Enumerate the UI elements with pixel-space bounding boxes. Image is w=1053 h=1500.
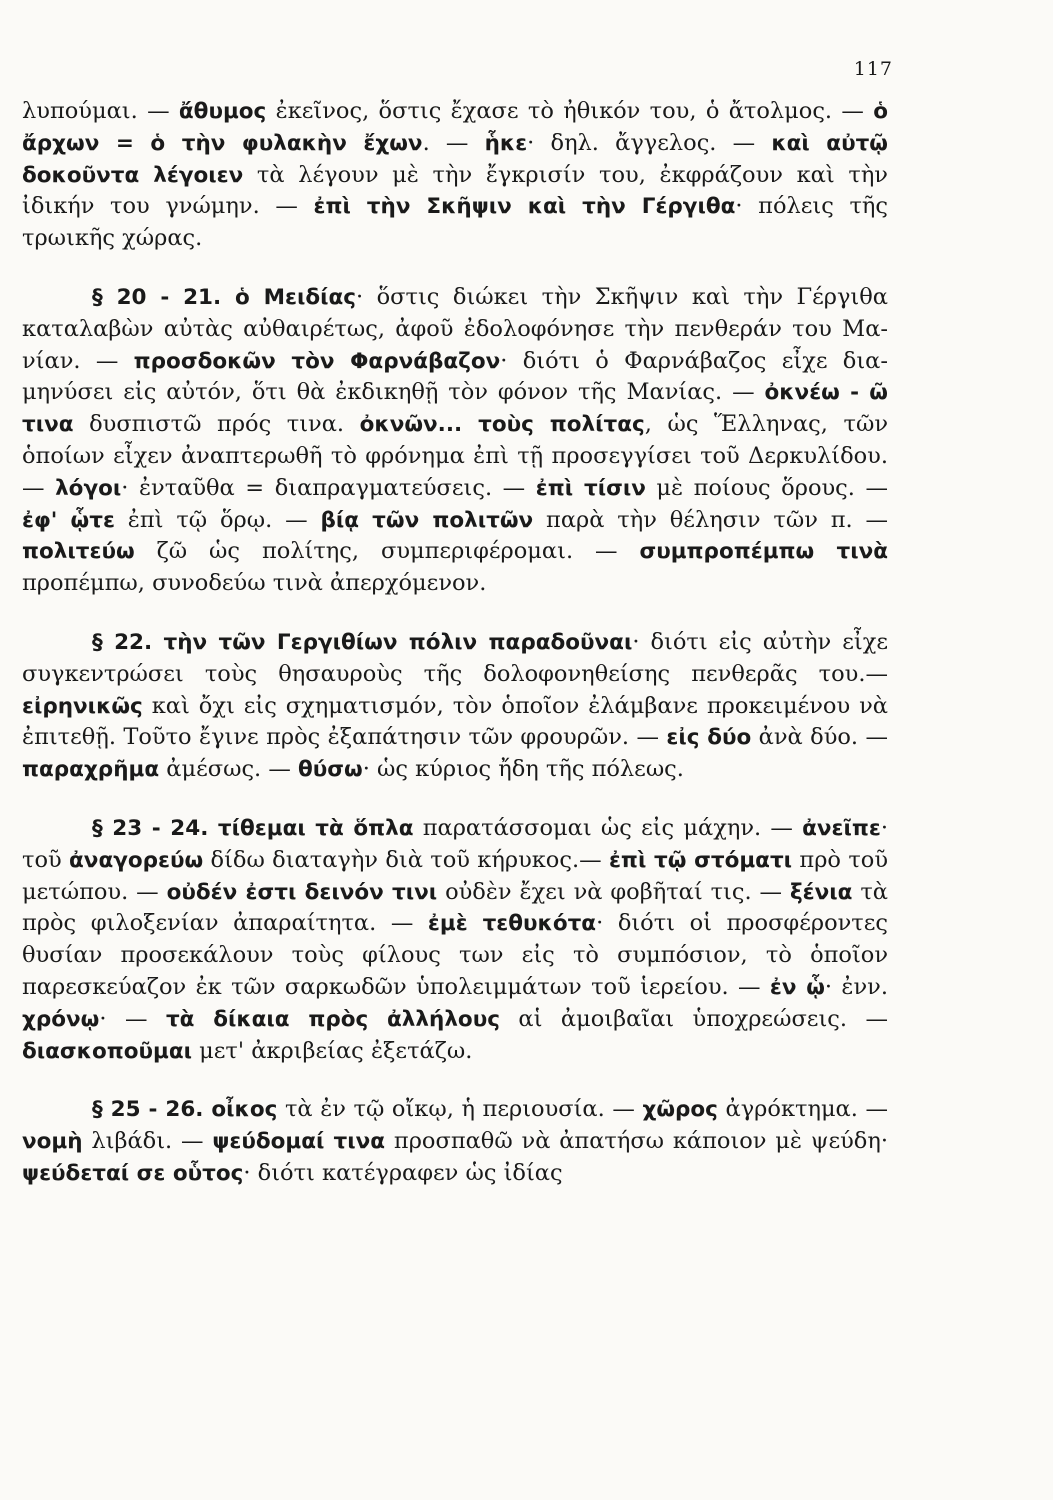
gloss-text: οὐδὲν ἔχει νὰ φοβῆταί τις. — [437,878,790,905]
lemma: ὀκνέω - ῶ τινα [22,380,888,438]
gloss-text: · τοῦ [22,814,889,873]
lemma: χῶρος [642,1097,718,1123]
lemma: τὴν τῶν Γεργιθίων πόλιν παραδοῦναι [163,629,633,655]
gloss-text: · ἐνν. [824,973,889,1000]
gloss-text: · διότι οἱ προσφέροντες θυσίαν προσεκάλουν τοὺς φίλους των εἰς τὸ συμπόσιον, τὸ ὁποῖον παρεσκεύαζον ἐκ τῶν σαρκωδῶν ὑπολειμμάτων τοῦ ἱερείου. — [22,910,889,1000]
lemma: παραχρῆμα [22,757,160,783]
lemma: ἧκε [484,130,528,156]
lemma: ἐπὶ τίσιν [535,475,646,501]
lemma: τίθεμαι τὰ ὅπλα [217,815,414,841]
gloss-text: · διότι ὁ Φαρνάβαζος εἶχε διαμηνύσει εἰς αὐτόν, ὅτι θὰ ἐκδικηθῇ τὸν φόνον τῆς Μανίας. — [22,347,888,406]
lemma: καὶ αὐτῷ δοκοῦντα λέγοιεν [22,130,888,188]
lemma: οἶκος [211,1097,278,1123]
gloss-text: · δηλ. ἄγγελος. — [527,129,772,156]
section-number: § 25 - 26. [92,1097,212,1123]
lemma: νομὴ [22,1129,83,1155]
gloss-text: καὶ ὄχι εἰς σχηματισμόν, τὸν ὁποῖον ἐλάμβανε προκειμένου νὰ ἐπιτεθῇ. Τοῦτο ἔγινε πρὸς ἐξαπάτησιν τῶν φρουρῶν. — [22,692,888,751]
lemma: ἐπὶ τὴν Σκῆψιν καὶ τὴν Γέργιθα [313,194,736,220]
gloss-text: ἀμέσως. — [159,756,298,783]
lemma: ὁ ἄρχων = ὁ τὴν φυλακὴν ἔχων [22,99,889,156]
paragraph [22,1094,888,1189]
gloss-text: ἐκεῖνος, ὅστις ἔχασε τὸ ἠθικόν του, ὁ ἄτολμος. — [266,98,874,124]
gloss-text: προσπαθῶ νὰ ἀπατήσω κάποιον μὲ ψεύδη· [385,1128,888,1155]
lemma: ψεύδομαί τινα [212,1129,386,1155]
paragraph [22,282,888,600]
paragraph [22,96,888,255]
lemma: προσδοκῶν τὸν Φαρνάβαζον [133,348,501,374]
page-number: 117 [853,58,893,80]
gloss-text: δυσπιστῶ πρός τινα. [73,411,360,438]
gloss-text: αἱ ἀμοιβαῖαι ὑποχρεώσεις. — [499,1005,888,1032]
gloss-text: · ἐνταῦθα = διαπραγματεύσεις. — [121,474,536,501]
gloss-text: τὰ ἐν τῷ οἴκῳ, ἡ περιουσία. — [277,1096,643,1123]
lemma: διασκοποῦμαι [22,1038,192,1064]
section-number: § 20 - 21. [92,284,235,310]
section-number: § 23 - 24. [92,815,218,841]
gloss-text: παρὰ τὴν θέλησιν τῶν π. — [533,506,889,533]
gloss-text: · — [99,1005,166,1032]
lemma: εἰρηνικῶς [22,693,143,719]
lemma: ἐμὲ τεθυκότα [427,911,597,937]
lemma: ἐπὶ τῷ στόματι [608,847,793,873]
gloss-text: δίδω διαταγὴν διὰ τοῦ κήρυκος.— [203,846,609,873]
lemma: πολιτεύω [22,539,135,565]
lemma: τὰ δίκαια πρὸς ἀλλήλους [165,1006,500,1032]
commentary-text [22,96,888,1190]
gloss-text: · πόλεις τῆς τρωικῆς χώρας. [22,193,888,252]
gloss-text: ἀγρόκτημα. — [717,1096,889,1123]
section-number: § 22. [92,629,164,655]
gloss-text: λιβάδι. — [82,1128,213,1155]
lemma: ψεύδεταί σε οὗτος [22,1160,244,1186]
gloss-text: τὰ πρὸς φιλοξενίαν ἀπαραίτητα. — [22,878,889,937]
lemma: λόγοι [55,475,122,501]
gloss-text: μὲ ποίους ὅρους. — [645,474,888,501]
lemma: χρόνῳ [22,1006,100,1032]
lemma: ὁ Μειδίας [234,284,356,310]
paragraph [22,627,888,786]
gloss-text: · ὅστις διώκει τὴν Σκῆψιν καὶ τὴν Γέργιθα καταλαβὼν αὐτὰς αὐθαιρέτως, ἀφοῦ ἐδολοφόνησε τὴν πενθεράν του Μανίαν. — [22,283,888,374]
gloss-text: ἀνὰ δύο. — [751,724,888,751]
lemma: ἀναγορεύω [69,847,204,873]
gloss-text: λυπούμαι. — [22,98,179,124]
gloss-text: ἐπὶ τῷ ὅρῳ. — [114,506,321,533]
lemma: ἀνεῖπε [802,815,881,841]
gloss-text: . — [422,129,485,156]
gloss-text: · διότι κατέγραφεν ὡς ἰδίας [243,1159,563,1186]
lemma: συμπροπέμπω τινὰ [639,539,888,565]
lemma: ἐν ᾧ [769,974,825,1000]
lemma: θύσω [298,757,363,783]
lemma: βίᾳ τῶν πολιτῶν [320,507,534,533]
lemma: ἄθυμος [178,99,267,124]
gloss-text: ζῶ ὡς πολίτης, συμπεριφέρομαι. — [134,538,640,565]
paragraph [22,813,888,1067]
gloss-text: · διότι εἰς αὐτὴν εἶχε συγκεντρώσει τοὺς θησαυροὺς τῆς δολοφονηθείσης πενθερᾶς του.— [22,628,889,687]
gloss-text: προπέμπω, συνοδεύω τινὰ ἀπερχόμενον. [22,570,487,597]
lemma: ξένια [789,879,853,905]
lemma: ἐφ' ᾧτε [22,507,115,533]
gloss-text: πρὸ τοῦ μετώπου. — [22,846,888,905]
lemma: οὐδέν ἐστι δεινόν τινι [166,879,438,905]
gloss-text: τὰ λέγουν μὲ τὴν ἔγκρισίν του, ἐκφράζουν καὶ τὴν ἰδικήν του γνώμην. — [22,161,888,220]
gloss-text: παρατάσσομαι ὡς εἰς μάχην. — [413,814,803,841]
gloss-text: , ὡς Ἕλληνας, τῶν ὁποίων εἶχεν ἀναπτερωθῆ τὸ φρόνημα ἐπὶ τῇ προσεγγίσει τοῦ Δερκυλίδου. — [22,411,888,501]
gloss-text: · ὡς κύριος ἤδη τῆς πόλεως. [362,756,684,783]
gloss-text: μετ' ἀκριβείας ἐξετάζω. [191,1037,473,1064]
lemma: ὀκνῶν... τοὺς πολίτας [359,412,645,438]
lemma: εἰς δύο [666,725,752,751]
